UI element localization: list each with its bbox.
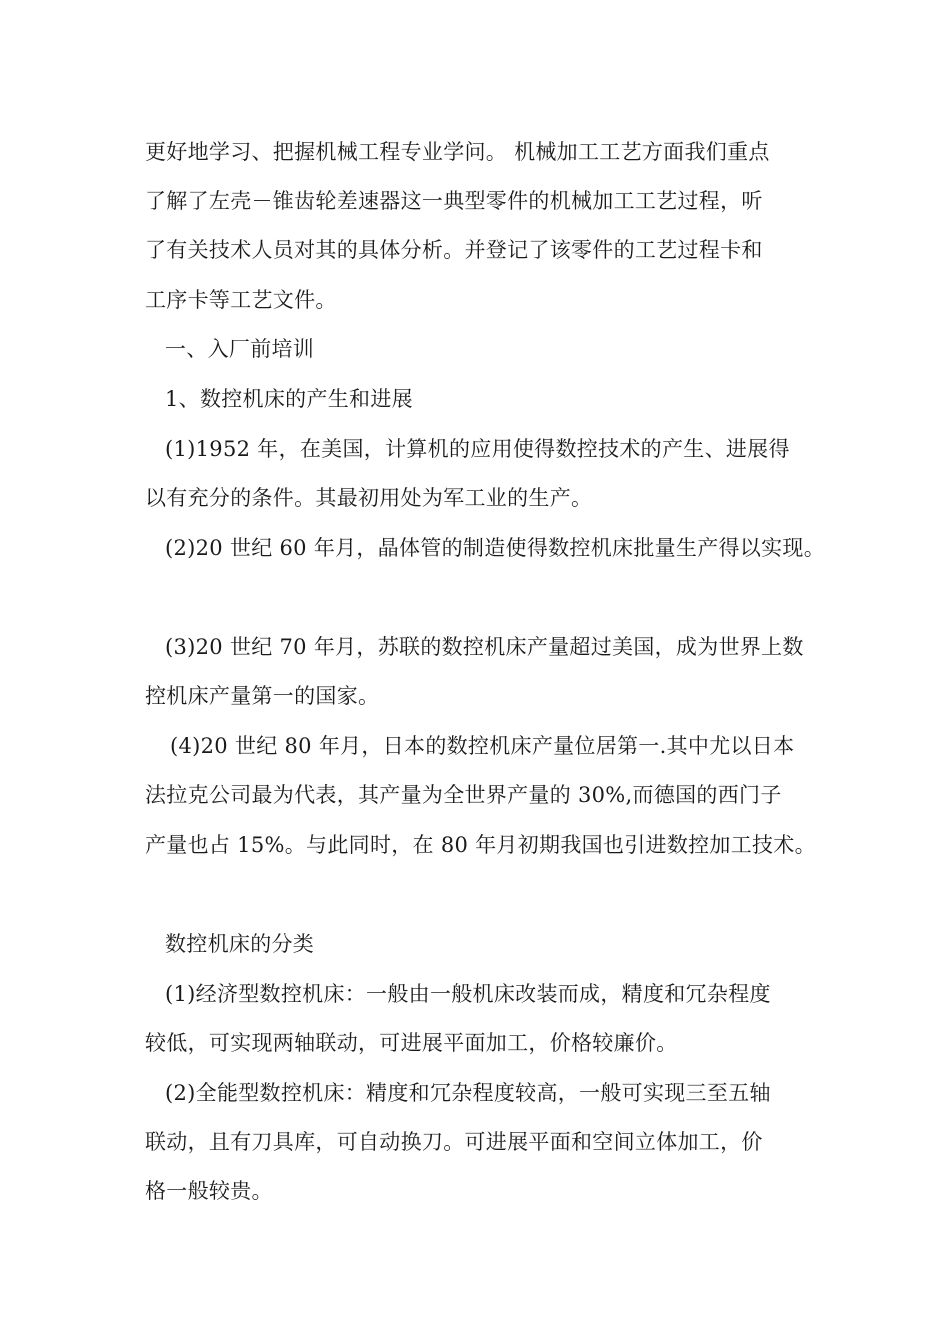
paragraph-line: 更好地学习、把握机械工程专业学问。 机械加工工艺方面我们重点 — [145, 140, 770, 164]
paragraph-line: (1)经济型数控机床：一般由一般机床改装而成，精度和冗杂程度 — [165, 982, 771, 1006]
paragraph-line: 联动，且有刀具库，可自动换刀。可进展平面和空间立体加工，价 — [145, 1130, 763, 1154]
paragraph-line: (2)20 世纪 60 年月，晶体管的制造使得数控机床批量生产得以实现。 — [165, 536, 826, 560]
paragraph-line: 格一般较贵。 — [145, 1179, 273, 1203]
paragraph-line: 控机床产量第一的国家。 — [145, 684, 380, 708]
paragraph-line: 产量也占 15%。与此同时，在 80 年月初期我国也引进数控加工技术。 — [145, 833, 816, 857]
section-heading: 一、入厂前培训 — [165, 337, 315, 361]
subsection-heading: 1、数控机床的产生和进展 — [165, 387, 413, 411]
paragraph-line: (2)全能型数控机床：精度和冗杂程度较高，一般可实现三至五轴 — [165, 1081, 771, 1105]
paragraph-line: 了有关技术人员对其的具体分析。并登记了该零件的工艺过程卡和 — [145, 238, 763, 262]
paragraph-line: 了解了左壳－锥齿轮差速器这一典型零件的机械加工工艺过程，听 — [145, 189, 763, 213]
paragraph-line: 较低，可实现两轴联动，可进展平面加工，价格较廉价。 — [145, 1031, 678, 1055]
paragraph-line: 以有充分的条件。其最初用处为军工业的生产。 — [145, 486, 593, 510]
paragraph-line: 工序卡等工艺文件。 — [145, 288, 337, 312]
paragraph-line: (3)20 世纪 70 年月，苏联的数控机床产量超过美国，成为世界上数 — [165, 635, 804, 659]
subsection-heading: 数控机床的分类 — [165, 932, 315, 956]
paragraph-line: 法拉克公司最为代表，其产量为全世界产量的 30%,而德国的西门子 — [145, 783, 782, 807]
paragraph-line: (1)1952 年，在美国，计算机的应用使得数控技术的产生、进展得 — [165, 437, 790, 461]
paragraph-line: (4)20 世纪 80 年月，日本的数控机床产量位居第一.其中尤以日本 — [170, 734, 795, 758]
